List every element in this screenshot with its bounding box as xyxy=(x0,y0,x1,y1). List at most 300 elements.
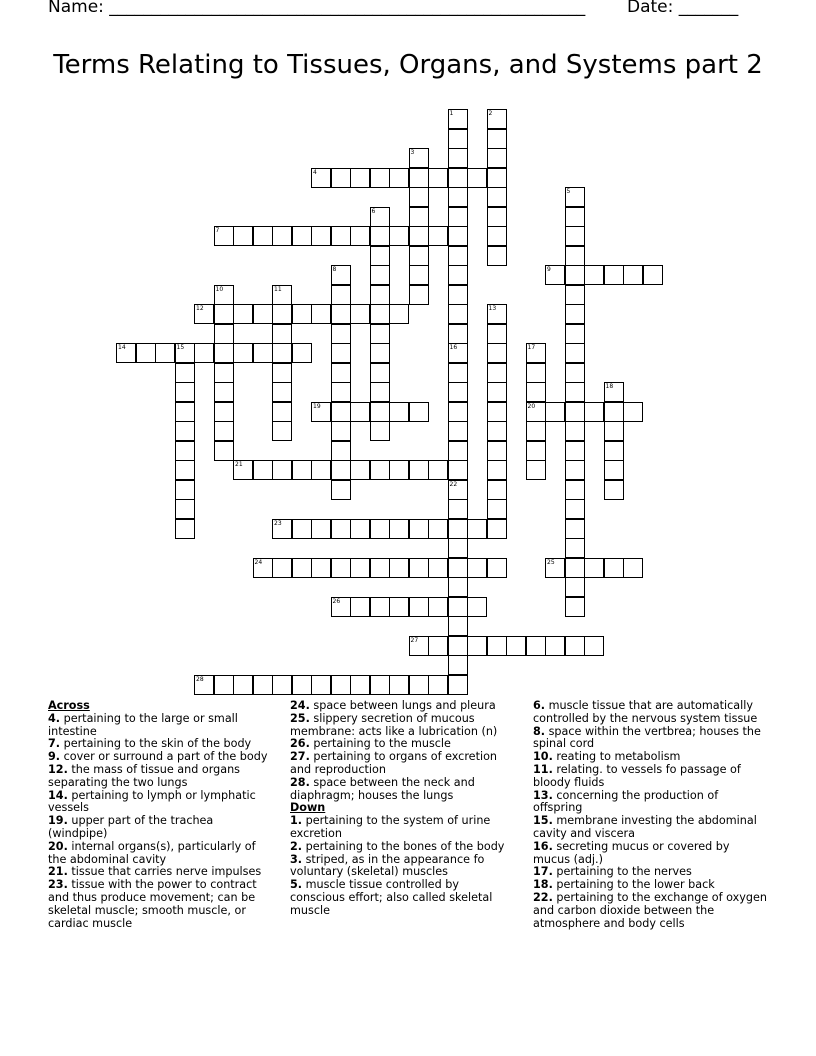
grid-cell[interactable] xyxy=(565,441,585,461)
grid-cell[interactable] xyxy=(545,558,565,578)
grid-cell[interactable] xyxy=(214,421,234,441)
grid-cell[interactable] xyxy=(370,597,390,617)
clue-number: 15 xyxy=(176,344,185,351)
grid-cell[interactable] xyxy=(214,226,234,246)
clue-number: 20 xyxy=(527,402,536,410)
clue-number: 12 xyxy=(196,305,204,312)
grid-cell[interactable] xyxy=(565,480,585,500)
name-field[interactable]: Name: ________________________________________________________ xyxy=(48,0,586,17)
grid-cell[interactable] xyxy=(350,402,370,422)
grid-cell[interactable] xyxy=(272,304,292,324)
grid-cell[interactable] xyxy=(428,675,448,695)
grid-cell[interactable] xyxy=(428,558,448,578)
grid-cell[interactable] xyxy=(448,558,468,578)
grid-cell[interactable] xyxy=(409,168,429,188)
grid-cell[interactable] xyxy=(448,441,468,461)
grid-cell[interactable] xyxy=(272,324,292,344)
grid-cell[interactable] xyxy=(604,265,624,285)
grid-cell[interactable] xyxy=(233,343,253,363)
clue-item xyxy=(533,700,768,726)
grid-cell[interactable] xyxy=(370,402,390,422)
grid-cell[interactable] xyxy=(428,636,448,656)
grid-cell[interactable] xyxy=(545,402,565,422)
grid-cell[interactable] xyxy=(311,226,331,246)
grid-cell[interactable] xyxy=(565,636,585,656)
clue-text: pertaining to the large or small intestine xyxy=(48,711,238,738)
grid-cell[interactable] xyxy=(331,460,351,480)
grid-cell[interactable] xyxy=(331,226,351,246)
grid-cell[interactable] xyxy=(409,265,429,285)
grid-cell[interactable] xyxy=(272,285,292,305)
grid-cell[interactable] xyxy=(565,207,585,227)
grid-cell[interactable] xyxy=(448,577,468,597)
grid-cell[interactable] xyxy=(487,304,507,324)
grid-cell[interactable] xyxy=(623,265,643,285)
grid-cell[interactable] xyxy=(565,597,585,617)
grid-cell[interactable] xyxy=(233,304,253,324)
grid-cell[interactable] xyxy=(272,343,292,363)
grid-cell[interactable] xyxy=(175,343,195,363)
grid-cell[interactable] xyxy=(331,363,351,383)
grid-cell[interactable] xyxy=(526,363,546,383)
grid-cell[interactable] xyxy=(350,519,370,539)
grid-cell[interactable] xyxy=(272,519,292,539)
grid-cell[interactable] xyxy=(448,538,468,558)
clue-number: 24. xyxy=(290,699,310,712)
grid-cell[interactable] xyxy=(409,558,429,578)
grid-cell[interactable] xyxy=(487,363,507,383)
grid-cell[interactable] xyxy=(350,304,370,324)
grid-cell[interactable] xyxy=(448,421,468,441)
grid-cell[interactable] xyxy=(409,285,429,305)
grid-cell[interactable] xyxy=(565,265,585,285)
clue-item xyxy=(48,764,268,790)
grid-cell[interactable] xyxy=(331,382,351,402)
grid-cell[interactable] xyxy=(487,109,507,129)
grid-cell[interactable] xyxy=(565,187,585,207)
grid-cell[interactable] xyxy=(448,148,468,168)
grid-cell[interactable] xyxy=(448,285,468,305)
grid-cell[interactable] xyxy=(604,441,624,461)
grid-cell[interactable] xyxy=(487,441,507,461)
grid-cell[interactable] xyxy=(175,421,195,441)
grid-cell[interactable] xyxy=(272,226,292,246)
date-field[interactable]: Date: _______ xyxy=(627,0,739,17)
grid-cell[interactable] xyxy=(565,324,585,344)
grid-cell[interactable] xyxy=(370,168,390,188)
grid-cell[interactable] xyxy=(389,597,409,617)
grid-cell[interactable] xyxy=(565,285,585,305)
grid-cell[interactable] xyxy=(389,226,409,246)
grid-cell[interactable] xyxy=(350,597,370,617)
grid-cell[interactable] xyxy=(487,226,507,246)
grid-cell[interactable] xyxy=(331,480,351,500)
grid-cell[interactable] xyxy=(311,675,331,695)
grid-cell[interactable] xyxy=(253,226,273,246)
grid-cell[interactable] xyxy=(350,226,370,246)
grid-cell[interactable] xyxy=(409,187,429,207)
grid-cell[interactable] xyxy=(409,226,429,246)
grid-cell[interactable] xyxy=(389,675,409,695)
clue-text: pertaining to the exchange of oxygen and carbon dioxide between the atmosphere and body cells xyxy=(533,890,767,930)
clue-number: 2 xyxy=(488,110,493,117)
grid-cell[interactable] xyxy=(448,363,468,383)
grid-cell[interactable] xyxy=(565,226,585,246)
grid-cell[interactable] xyxy=(409,246,429,266)
grid-cell[interactable] xyxy=(565,558,585,578)
grid-cell[interactable] xyxy=(331,421,351,441)
grid-cell[interactable] xyxy=(467,168,487,188)
grid-cell[interactable] xyxy=(565,421,585,441)
grid-cell[interactable] xyxy=(487,421,507,441)
grid-cell[interactable] xyxy=(116,343,136,363)
clue-item xyxy=(290,815,512,841)
grid-cell[interactable] xyxy=(272,421,292,441)
grid-cell[interactable] xyxy=(467,558,487,578)
grid-cell[interactable] xyxy=(487,382,507,402)
clue-number: 25 xyxy=(547,558,555,566)
grid-cell[interactable] xyxy=(448,304,468,324)
grid-cell[interactable] xyxy=(448,402,468,422)
grid-cell[interactable] xyxy=(214,382,234,402)
grid-cell[interactable] xyxy=(292,519,312,539)
grid-cell[interactable] xyxy=(331,558,351,578)
clue-item xyxy=(533,726,768,752)
grid-cell[interactable] xyxy=(292,558,312,578)
page-title: Terms Relating to Tissues, Organs, and Systems part 2 xyxy=(53,50,763,80)
grid-cell[interactable] xyxy=(214,441,234,461)
clue-number: 14. xyxy=(48,788,68,802)
grid-cell[interactable] xyxy=(487,343,507,363)
grid-cell[interactable] xyxy=(409,148,429,168)
grid-cell[interactable] xyxy=(292,460,312,480)
grid-cell[interactable] xyxy=(448,460,468,480)
grid-cell[interactable] xyxy=(487,480,507,500)
grid-cell[interactable] xyxy=(545,265,565,285)
grid-cell[interactable] xyxy=(331,519,351,539)
grid-cell[interactable] xyxy=(448,207,468,227)
grid-cell[interactable] xyxy=(428,519,448,539)
clue-number: 4. xyxy=(48,711,61,725)
grid-cell[interactable] xyxy=(331,285,351,305)
grid-cell[interactable] xyxy=(311,519,331,539)
grid-cell[interactable] xyxy=(565,304,585,324)
grid-cell[interactable] xyxy=(389,402,409,422)
grid-cell[interactable] xyxy=(389,519,409,539)
grid-cell[interactable] xyxy=(272,382,292,402)
grid-cell[interactable] xyxy=(214,343,234,363)
grid-cell[interactable] xyxy=(331,675,351,695)
grid-cell[interactable] xyxy=(350,460,370,480)
grid-cell[interactable] xyxy=(448,109,468,129)
grid-cell[interactable] xyxy=(526,441,546,461)
grid-cell[interactable] xyxy=(233,460,253,480)
grid-cell[interactable] xyxy=(643,265,663,285)
grid-cell[interactable] xyxy=(331,304,351,324)
grid-cell[interactable] xyxy=(526,382,546,402)
clue-text: space within the vertbrea; houses the spinal cord xyxy=(533,724,761,751)
grid-cell[interactable] xyxy=(487,519,507,539)
grid-cell[interactable] xyxy=(214,285,234,305)
grid-cell[interactable] xyxy=(409,402,429,422)
clue-item xyxy=(290,879,512,917)
clue-text: cover or surround a part of the body xyxy=(60,750,268,764)
clue-number: 5. xyxy=(290,878,303,892)
grid-cell[interactable] xyxy=(428,168,448,188)
grid-cell[interactable] xyxy=(467,597,487,617)
grid-cell[interactable] xyxy=(253,304,273,324)
grid-cell[interactable] xyxy=(331,441,351,461)
grid-cell[interactable] xyxy=(487,129,507,149)
grid-cell[interactable] xyxy=(311,304,331,324)
grid-cell[interactable] xyxy=(370,226,390,246)
grid-cell[interactable] xyxy=(331,168,351,188)
clue-number: 13 xyxy=(488,305,497,312)
grid-cell[interactable] xyxy=(292,226,312,246)
grid-cell[interactable] xyxy=(214,675,234,695)
grid-cell[interactable] xyxy=(331,343,351,363)
grid-cell[interactable] xyxy=(409,675,429,695)
grid-cell[interactable] xyxy=(409,597,429,617)
grid-cell[interactable] xyxy=(565,538,585,558)
grid-cell[interactable] xyxy=(487,168,507,188)
grid-cell[interactable] xyxy=(487,402,507,422)
grid-cell[interactable] xyxy=(565,246,585,266)
grid-cell[interactable] xyxy=(448,246,468,266)
grid-cell[interactable] xyxy=(565,382,585,402)
grid-cell[interactable] xyxy=(311,558,331,578)
clue-number: 20. xyxy=(48,839,68,853)
grid-cell[interactable] xyxy=(194,343,214,363)
grid-cell[interactable] xyxy=(311,402,331,422)
down-clue-list xyxy=(290,815,512,917)
grid-cell[interactable] xyxy=(526,402,546,422)
clue-text: relating. to vessels fo passage of bloody fluids xyxy=(533,762,741,789)
grid-cell[interactable] xyxy=(409,519,429,539)
grid-cell[interactable] xyxy=(214,324,234,344)
clue-number: 10. xyxy=(533,750,553,764)
grid-cell[interactable] xyxy=(175,480,195,500)
grid-cell[interactable] xyxy=(370,285,390,305)
grid-cell[interactable] xyxy=(370,304,390,324)
clue-number: 3. xyxy=(290,852,303,866)
grid-cell[interactable] xyxy=(565,402,585,422)
grid-cell[interactable] xyxy=(565,460,585,480)
clue-text: striped, as in the appearance fo voluntary (skeletal) muscles xyxy=(290,852,485,879)
grid-cell[interactable] xyxy=(448,616,468,636)
grid-cell[interactable] xyxy=(584,402,604,422)
grid-cell[interactable] xyxy=(175,499,195,519)
grid-cell[interactable] xyxy=(292,304,312,324)
grid-cell[interactable] xyxy=(331,402,351,422)
grid-cell[interactable] xyxy=(194,304,214,324)
clue-number: 26 xyxy=(332,597,341,605)
grid-cell[interactable] xyxy=(584,558,604,578)
grid-cell[interactable] xyxy=(370,363,390,383)
grid-cell[interactable] xyxy=(448,265,468,285)
grid-cell[interactable] xyxy=(428,226,448,246)
grid-cell[interactable] xyxy=(623,558,643,578)
grid-cell[interactable] xyxy=(175,460,195,480)
grid-cell[interactable] xyxy=(253,460,273,480)
grid-cell[interactable] xyxy=(448,382,468,402)
grid-cell[interactable] xyxy=(565,519,585,539)
grid-cell[interactable] xyxy=(487,460,507,480)
grid-cell[interactable] xyxy=(448,187,468,207)
clue-text: pertaining to the skin of the body xyxy=(60,737,252,751)
grid-cell[interactable] xyxy=(448,597,468,617)
grid-cell[interactable] xyxy=(370,421,390,441)
clue-text: slippery secretion of mucous membrane: acts like a lubrication (n) xyxy=(290,711,498,738)
grid-cell[interactable] xyxy=(604,382,624,402)
grid-cell[interactable] xyxy=(175,402,195,422)
grid-cell[interactable] xyxy=(389,460,409,480)
grid-cell[interactable] xyxy=(272,460,292,480)
grid-cell[interactable] xyxy=(448,324,468,344)
grid-cell[interactable] xyxy=(331,597,351,617)
grid-cell[interactable] xyxy=(370,324,390,344)
clue-number: 5 xyxy=(566,188,571,195)
grid-cell[interactable] xyxy=(175,382,195,402)
across-clue-list-cont xyxy=(290,700,512,802)
grid-cell[interactable] xyxy=(526,636,546,656)
grid-cell[interactable] xyxy=(253,343,273,363)
grid-cell[interactable] xyxy=(175,519,195,539)
grid-cell[interactable] xyxy=(370,382,390,402)
grid-cell[interactable] xyxy=(467,636,487,656)
clue-number: 18 xyxy=(605,383,614,390)
grid-cell[interactable] xyxy=(292,343,312,363)
grid-cell[interactable] xyxy=(604,402,624,422)
grid-cell[interactable] xyxy=(428,460,448,480)
clue-number: 21. xyxy=(48,865,68,879)
grid-cell[interactable] xyxy=(526,460,546,480)
grid-cell[interactable] xyxy=(448,519,468,539)
grid-cell[interactable] xyxy=(409,636,429,656)
grid-cell[interactable] xyxy=(428,597,448,617)
grid-cell[interactable] xyxy=(487,246,507,266)
grid-cell[interactable] xyxy=(370,460,390,480)
grid-cell[interactable] xyxy=(448,343,468,363)
grid-cell[interactable] xyxy=(389,304,409,324)
grid-cell[interactable] xyxy=(487,148,507,168)
grid-cell[interactable] xyxy=(506,636,526,656)
grid-cell[interactable] xyxy=(175,363,195,383)
grid-cell[interactable] xyxy=(370,207,390,227)
grid-cell[interactable] xyxy=(604,558,624,578)
grid-cell[interactable] xyxy=(233,675,253,695)
grid-cell[interactable] xyxy=(487,187,507,207)
grid-cell[interactable] xyxy=(253,558,273,578)
grid-cell[interactable] xyxy=(565,499,585,519)
grid-cell[interactable] xyxy=(389,558,409,578)
grid-cell[interactable] xyxy=(448,226,468,246)
grid-cell[interactable] xyxy=(487,324,507,344)
grid-cell[interactable] xyxy=(487,499,507,519)
clue-number: 13. xyxy=(533,788,553,802)
grid-cell[interactable] xyxy=(272,363,292,383)
grid-cell[interactable] xyxy=(467,519,487,539)
grid-cell[interactable] xyxy=(331,265,351,285)
grid-cell[interactable] xyxy=(604,460,624,480)
grid-cell[interactable] xyxy=(623,402,643,422)
grid-cell[interactable] xyxy=(526,421,546,441)
grid-cell[interactable] xyxy=(175,441,195,461)
grid-cell[interactable] xyxy=(448,499,468,519)
grid-cell[interactable] xyxy=(370,265,390,285)
grid-cell[interactable] xyxy=(350,675,370,695)
grid-cell[interactable] xyxy=(487,558,507,578)
grid-cell[interactable] xyxy=(214,304,234,324)
grid-cell[interactable] xyxy=(370,558,390,578)
clue-text: reating to metabolism xyxy=(552,750,681,764)
grid-cell[interactable] xyxy=(311,460,331,480)
grid-cell[interactable] xyxy=(350,168,370,188)
clue-number: 28. xyxy=(290,775,310,789)
grid-cell[interactable] xyxy=(604,480,624,500)
clue-number: 16. xyxy=(533,839,553,853)
grid-cell[interactable] xyxy=(389,168,409,188)
grid-cell[interactable] xyxy=(292,675,312,695)
grid-cell[interactable] xyxy=(311,168,331,188)
grid-cell[interactable] xyxy=(155,343,175,363)
across-heading: Across xyxy=(48,699,90,712)
grid-cell[interactable] xyxy=(214,402,234,422)
grid-cell[interactable] xyxy=(350,558,370,578)
grid-cell[interactable] xyxy=(409,460,429,480)
clue-text: pertaining to the system of urine excretion xyxy=(290,814,491,840)
grid-cell[interactable] xyxy=(604,421,624,441)
grid-cell[interactable] xyxy=(565,363,585,383)
grid-cell[interactable] xyxy=(448,129,468,149)
clue-text: pertaining to the bones of the body xyxy=(302,839,505,853)
clues-column-3 xyxy=(533,700,768,930)
clue-number: 7. xyxy=(48,737,61,751)
grid-cell[interactable] xyxy=(370,519,390,539)
grid-cell[interactable] xyxy=(565,343,585,363)
grid-cell[interactable] xyxy=(584,636,604,656)
clue-item xyxy=(533,790,768,816)
grid-cell[interactable] xyxy=(487,636,507,656)
grid-cell[interactable] xyxy=(448,480,468,500)
grid-cell[interactable] xyxy=(565,577,585,597)
clue-number: 19. xyxy=(48,814,68,828)
grid-cell[interactable] xyxy=(370,343,390,363)
grid-cell[interactable] xyxy=(526,343,546,363)
grid-cell[interactable] xyxy=(370,246,390,266)
grid-cell[interactable] xyxy=(409,207,429,227)
grid-cell[interactable] xyxy=(194,675,214,695)
grid-cell[interactable] xyxy=(136,343,156,363)
clue-text: pertaining to organs of excretion and reproduction xyxy=(290,750,497,776)
grid-cell[interactable] xyxy=(214,363,234,383)
grid-cell[interactable] xyxy=(331,324,351,344)
grid-cell[interactable] xyxy=(448,675,468,695)
clue-text: upper part of the trachea (windpipe) xyxy=(48,814,214,840)
grid-cell[interactable] xyxy=(545,636,565,656)
grid-cell[interactable] xyxy=(272,558,292,578)
grid-cell[interactable] xyxy=(233,226,253,246)
grid-cell[interactable] xyxy=(584,265,604,285)
grid-cell[interactable] xyxy=(487,207,507,227)
grid-cell[interactable] xyxy=(272,402,292,422)
grid-cell[interactable] xyxy=(448,655,468,675)
grid-cell[interactable] xyxy=(272,675,292,695)
grid-cell[interactable] xyxy=(448,168,468,188)
grid-cell[interactable] xyxy=(448,636,468,656)
grid-cell[interactable] xyxy=(253,675,273,695)
grid-cell[interactable] xyxy=(370,675,390,695)
